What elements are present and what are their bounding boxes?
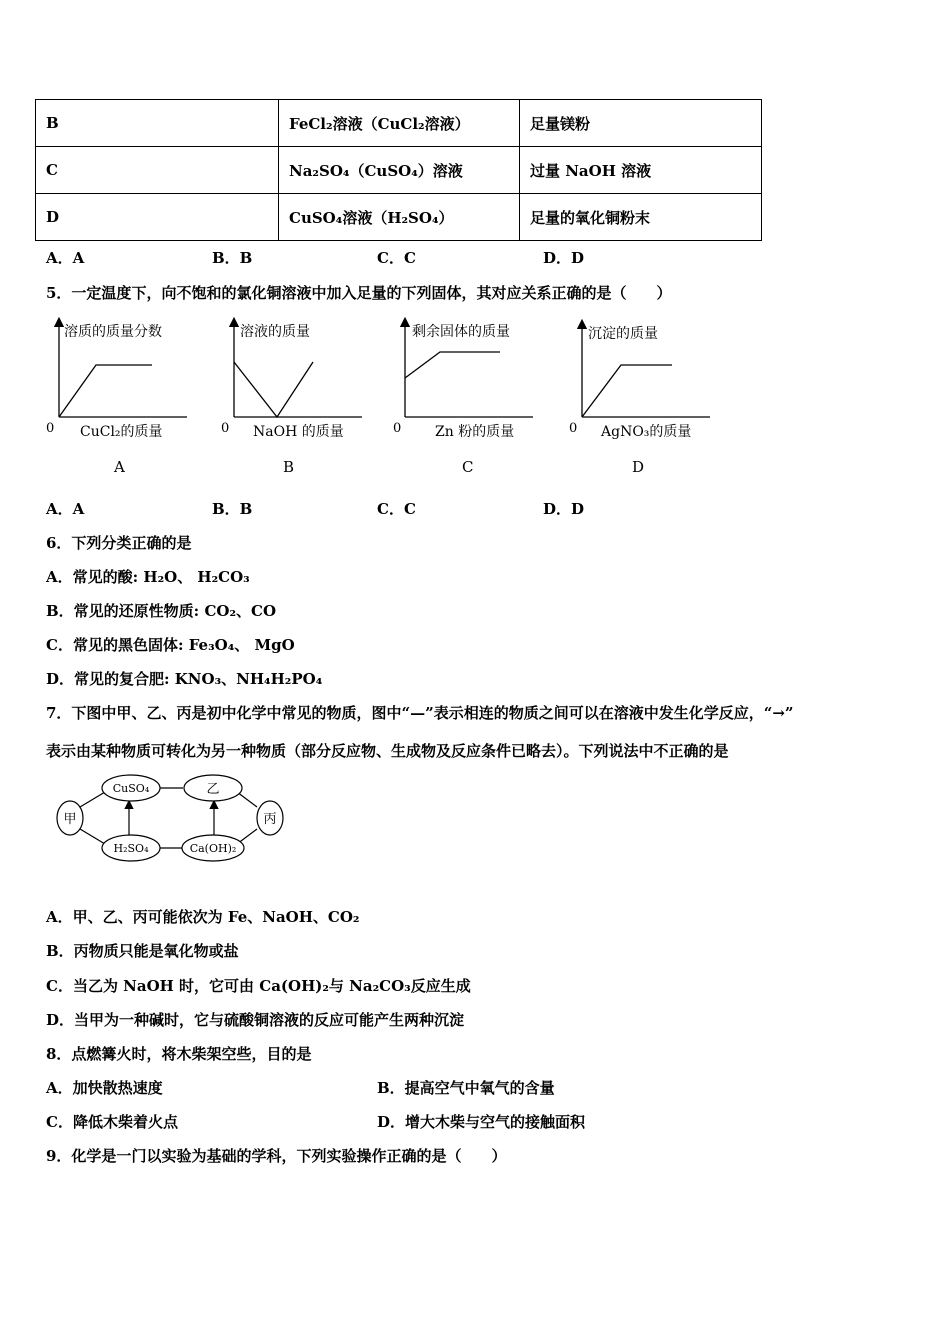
q7-option-d[interactable]: D．当甲为一种碱时，它与硫酸铜溶液的反应可能产生两种沉淀	[46, 1011, 465, 1029]
q8-option-c[interactable]: C．降低木柴着火点	[46, 1113, 178, 1131]
ylabel-b: 溶液的质量	[240, 324, 310, 340]
row-label: D	[36, 194, 279, 241]
svg-text:乙: 乙	[206, 782, 220, 797]
row-label: C	[36, 147, 279, 194]
letter-b: B	[283, 458, 295, 476]
q7-option-a[interactable]: A．甲、乙、丙可能依次为 Fe、NaOH、CO₂	[46, 908, 360, 926]
q5-option-b[interactable]: B．B	[212, 500, 253, 518]
graph-c	[393, 322, 533, 476]
q7-option-b[interactable]: B．丙物质只能是氧化物或盐	[46, 942, 239, 960]
svg-text:CuSO₄: CuSO₄	[112, 782, 150, 795]
table-row	[36, 100, 762, 147]
table-row	[36, 194, 762, 241]
table-row	[36, 147, 762, 194]
q5-graphs	[0, 310, 950, 485]
xlabel-a: CuCl₂的质量	[80, 424, 163, 440]
q6-stem: 6．下列分类正确的是	[46, 534, 192, 552]
curve-d	[582, 365, 672, 417]
row-label: B	[36, 100, 279, 147]
svg-text:甲: 甲	[63, 812, 77, 827]
q4-option-a[interactable]: A．A	[46, 249, 85, 267]
q8-option-b[interactable]: B．提高空气中氧气的含量	[377, 1079, 555, 1097]
graph-b	[221, 322, 362, 476]
xlabel-c: Zn 粉的质量	[435, 424, 515, 440]
row-reagent: 过量 NaOH 溶液	[520, 147, 762, 194]
letter-c: C	[462, 458, 474, 476]
svg-text:丙: 丙	[263, 812, 277, 827]
q9-stem: 9．化学是一门以实验为基础的学科，下列实验操作正确的是（ ）	[46, 1147, 507, 1165]
q4-option-b[interactable]: B．B	[212, 249, 253, 267]
origin-a: 0	[46, 421, 55, 436]
q8-option-a[interactable]: A．加快散热速度	[46, 1079, 163, 1097]
q7-option-c[interactable]: C．当乙为 NaOH 时，它可由 Ca(OH)₂与 Na₂CO₃反应生成	[46, 977, 471, 995]
q4-option-d[interactable]: D．D	[543, 249, 585, 267]
reaction-diagram	[50, 770, 290, 865]
q6-option-c[interactable]: C．常见的黑色固体: Fe₃O₄、 MgO	[46, 636, 295, 654]
q5-option-d[interactable]: D．D	[543, 500, 585, 518]
curve-c	[405, 352, 500, 378]
xlabel-d: AgNO₃的质量	[601, 424, 692, 440]
q6-option-d[interactable]: D．常见的复合肥: KNO₃、NH₄H₂PO₄	[46, 670, 323, 688]
q6-option-a[interactable]: A．常见的酸: H₂O、 H₂CO₃	[46, 568, 250, 586]
row-reagent: 足量的氧化铜粉末	[520, 194, 762, 241]
svg-text:H₂SO₄: H₂SO₄	[113, 842, 149, 855]
graph-d	[569, 324, 710, 476]
row-reagent: 足量镁粉	[520, 100, 762, 147]
q5-option-a[interactable]: A．A	[46, 500, 85, 518]
graph-a	[46, 322, 187, 476]
xlabel-b: NaOH 的质量	[253, 424, 344, 440]
svg-text:Ca(OH)₂: Ca(OH)₂	[189, 842, 237, 855]
q4-option-c[interactable]: C．C	[377, 249, 416, 267]
q5-stem: 5．一定温度下，向不饱和的氯化铜溶液中加入足量的下列固体，其对应关系正确的是（ ）	[46, 284, 672, 302]
row-sample: Na₂SO₄（CuSO₄）溶液	[279, 147, 520, 194]
ylabel-c: 剩余固体的质量	[412, 324, 510, 340]
row-sample: FeCl₂溶液（CuCl₂溶液）	[279, 100, 520, 147]
origin-d: 0	[569, 421, 578, 436]
curve-b	[234, 362, 313, 417]
q5-option-c[interactable]: C．C	[377, 500, 416, 518]
ylabel-a: 溶质的质量分数	[64, 324, 162, 340]
q8-option-d[interactable]: D．增大木柴与空气的接触面积	[377, 1113, 586, 1131]
origin-b: 0	[221, 421, 230, 436]
options-table	[35, 99, 762, 241]
letter-a: A	[114, 458, 125, 476]
letter-d: D	[632, 458, 645, 476]
q7-stem-line1: 7．下图中甲、乙、丙是初中化学中常见的物质，图中“—”表示相连的物质之间可以在溶液中发生化学反应，“→”	[46, 704, 794, 722]
origin-c: 0	[393, 421, 402, 436]
q8-stem: 8．点燃篝火时，将木柴架空些，目的是	[46, 1045, 312, 1063]
ylabel-d: 沉淀的质量	[588, 326, 658, 342]
row-sample: CuSO₄溶液（H₂SO₄）	[279, 194, 520, 241]
q7-stem-line2: 表示由某种物质可转化为另一种物质（部分反应物、生成物及反应条件已略去）。下列说法中不正确的是	[46, 742, 729, 760]
curve-a	[59, 365, 152, 417]
q6-option-b[interactable]: B．常见的还原性物质: CO₂、CO	[46, 602, 277, 620]
